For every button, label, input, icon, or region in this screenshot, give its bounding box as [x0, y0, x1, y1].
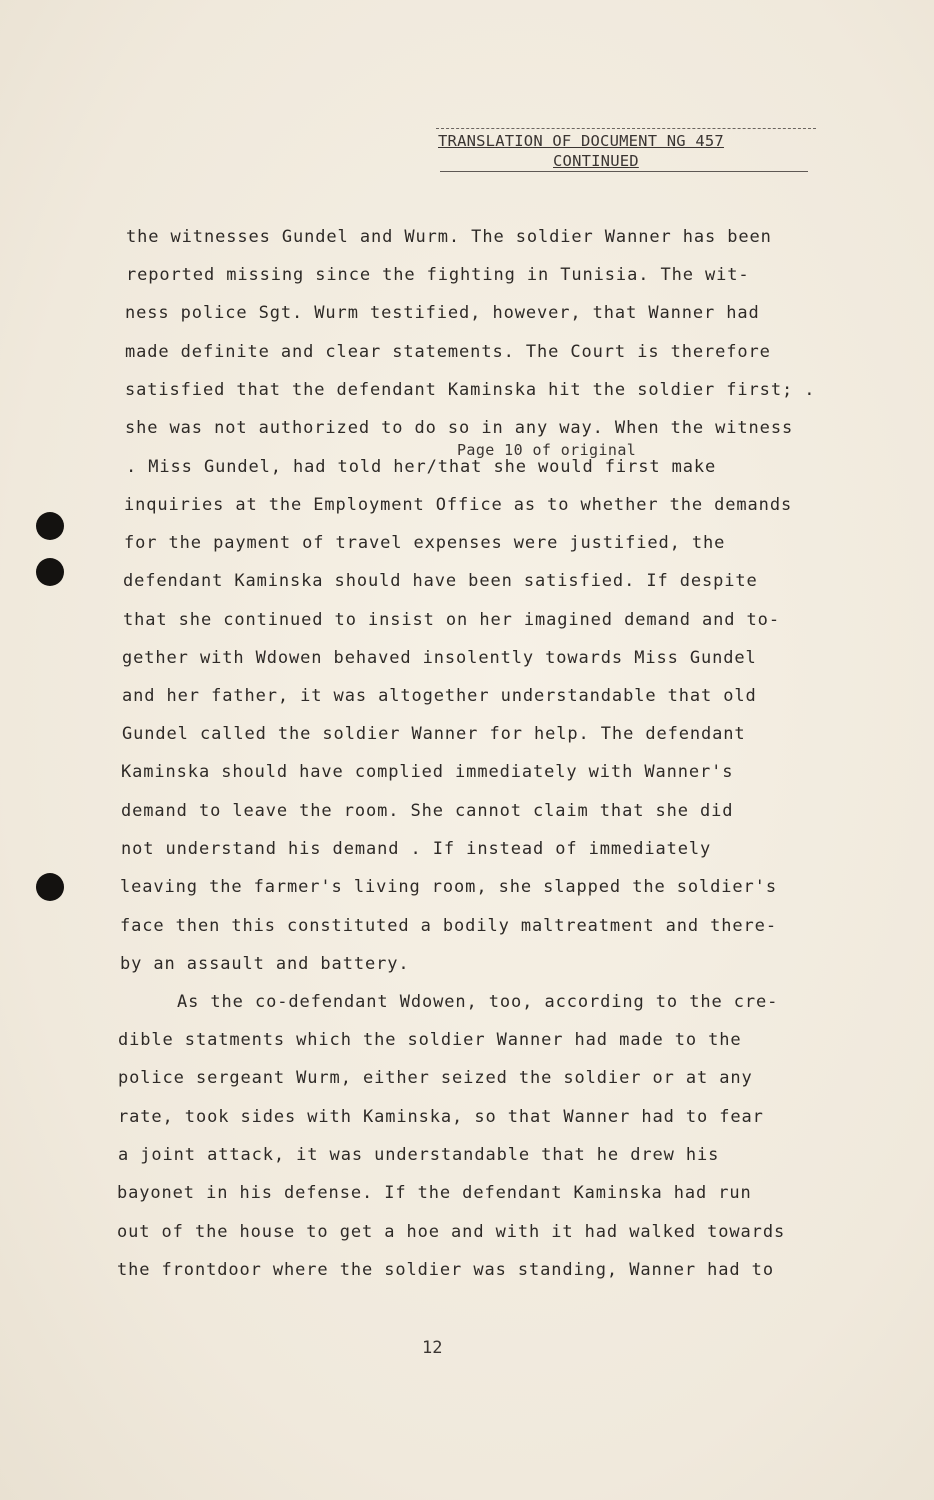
- text-line: defendant Kaminska should have been satisfied. If despite: [123, 571, 758, 591]
- text-line: Kaminska should have complied immediately with Wanner's: [121, 762, 734, 782]
- header-title: TRANSLATION OF DOCUMENT NG 457: [438, 132, 724, 150]
- text-line: ness police Sgt. Wurm testified, however, that Wanner had: [125, 303, 760, 323]
- text-line: she was not authorized to do so in any way. When the witness: [125, 418, 794, 438]
- text-line: inquiries at the Employment Office as to whether the demands: [124, 495, 793, 515]
- header-subtitle: CONTINUED: [553, 152, 639, 170]
- text-line: As the co-defendant Wdowen, too, according to the cre-: [177, 992, 779, 1012]
- text-line: Gundel called the soldier Wanner for help. The defendant: [122, 724, 746, 744]
- text-line: satisfied that the defendant Kaminska hit the soldier first; .: [125, 380, 816, 400]
- punch-hole-mark: [36, 512, 64, 540]
- text-line: police sergeant Wurm, either seized the soldier or at any: [118, 1068, 753, 1088]
- text-line: reported missing since the fighting in Tunisia. The wit-: [126, 265, 750, 285]
- text-line: face then this constituted a bodily maltreatment and there-: [120, 916, 777, 936]
- text-line: by an assault and battery.: [120, 954, 410, 974]
- text-line: bayonet in his defense. If the defendant Kaminska had run: [117, 1183, 752, 1203]
- punch-hole-mark: [36, 873, 64, 901]
- text-line: the frontdoor where the soldier was standing, Wanner had to: [117, 1260, 774, 1280]
- text-line: that she continued to insist on her imagined demand and to-: [123, 610, 780, 630]
- text-line: the witnesses Gundel and Wurm. The soldier Wanner has been: [126, 227, 772, 247]
- text-line: a joint attack, it was understandable that he drew his: [118, 1145, 720, 1165]
- text-line: not understand his demand . If instead of immediately: [121, 839, 712, 859]
- text-line: made definite and clear statements. The Court is therefore: [125, 342, 771, 362]
- marginal-note: Page 10 of original: [457, 441, 637, 459]
- punch-hole-mark: [36, 558, 64, 586]
- text-line: rate, took sides with Kaminska, so that Wanner had to fear: [118, 1107, 764, 1127]
- text-line: leaving the farmer's living room, she slapped the soldier's: [120, 877, 777, 897]
- text-line: gether with Wdowen behaved insolently towards Miss Gundel: [122, 648, 757, 668]
- text-line: demand to leave the room. She cannot claim that she did: [121, 801, 734, 821]
- text-line: and her father, it was altogether understandable that old: [122, 686, 757, 706]
- text-line: . Miss Gundel, had told her/that she would first make: [126, 457, 717, 477]
- text-line: out of the house to get a hoe and with it had walked towards: [117, 1222, 786, 1242]
- text-line: for the payment of travel expenses were justified, the: [124, 533, 726, 553]
- page-number: 12: [422, 1338, 443, 1358]
- text-line: dible statments which the soldier Wanner had made to the: [118, 1030, 742, 1050]
